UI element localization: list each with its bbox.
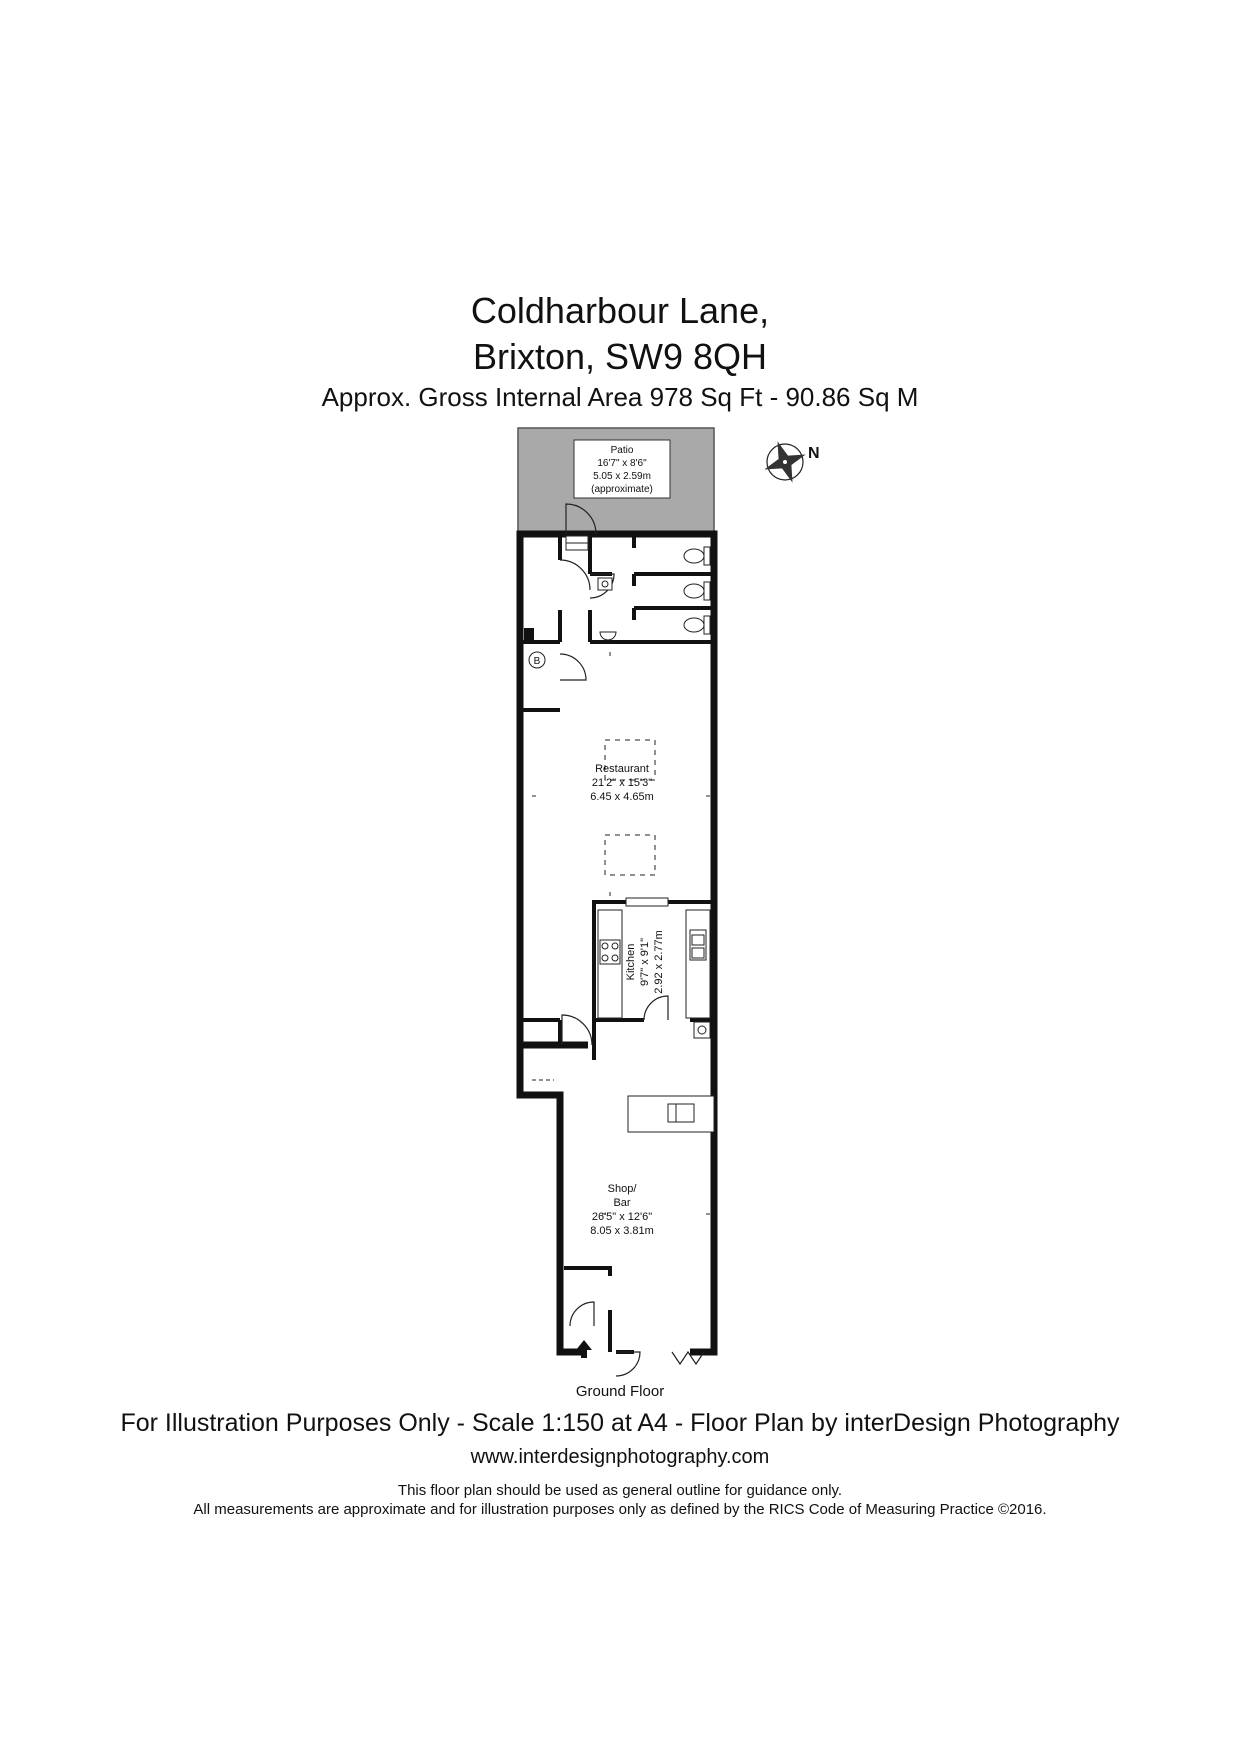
toilet-icon bbox=[684, 549, 704, 563]
footer-disclaimer-1: This floor plan should be used as general outline for guidance only. bbox=[397, 1482, 843, 1499]
toilet-cistern-icon bbox=[704, 547, 710, 565]
steps-icon bbox=[566, 536, 588, 550]
patio-note: (approximate) bbox=[591, 484, 653, 495]
shop-name-line2: Bar bbox=[613, 1197, 631, 1209]
patio-imperial: 16'7" x 8'6" bbox=[597, 458, 647, 469]
kitchen-window bbox=[626, 898, 668, 906]
basin-icon bbox=[600, 632, 616, 640]
patio-metric: 5.05 x 2.59m bbox=[593, 471, 651, 482]
address-line-1: Coldharbour Lane, bbox=[470, 290, 770, 331]
compass-north-label: N bbox=[808, 445, 820, 462]
boiler-icon bbox=[529, 652, 545, 668]
restaurant-imperial: 21'2" x 15'3" bbox=[591, 777, 653, 789]
kitchen-name: Kitchen bbox=[625, 943, 637, 981]
shop-imperial: 26'5" x 12'6" bbox=[591, 1211, 653, 1223]
compass-icon bbox=[757, 434, 813, 490]
toilet-icon bbox=[684, 618, 704, 632]
shop-metric: 8.05 x 3.81m bbox=[590, 1225, 654, 1237]
wc-fixtures bbox=[598, 547, 710, 640]
floor-label: Ground Floor bbox=[575, 1383, 665, 1400]
patio-name: Patio bbox=[610, 445, 634, 456]
skylights bbox=[605, 740, 655, 875]
footer-website: www.interdesignphotography.com bbox=[470, 1446, 770, 1468]
chimney-breast bbox=[524, 628, 534, 640]
patio bbox=[518, 428, 714, 534]
address-line-2: Brixton, SW9 8QH bbox=[472, 336, 768, 377]
footer-disclaimer-2: All measurements are approximate and for illustration purposes only as defined by the RICS Code of Measuring Practice ©2016. bbox=[193, 1501, 1047, 1518]
restaurant-metric: 6.45 x 4.65m bbox=[590, 791, 654, 803]
kitchen-metric: 2.92 x 2.77m bbox=[653, 930, 665, 994]
toilet-icon bbox=[684, 584, 704, 598]
boiler-symbol: B bbox=[533, 656, 541, 667]
restaurant-name: Restaurant bbox=[595, 763, 649, 775]
kitchen-imperial: 9'7" x 9'1" bbox=[639, 937, 651, 987]
bar-counter bbox=[628, 1022, 714, 1132]
gross-internal-area: Approx. Gross Internal Area 978 Sq Ft - 90.86 Sq M bbox=[321, 382, 919, 412]
footer-scale-note: For Illustration Purposes Only - Scale 1:150 at A4 - Floor Plan by interDesign Photography bbox=[120, 1409, 1120, 1437]
bar-sink-icon bbox=[668, 1104, 694, 1122]
shop-name-line1: Shop/ bbox=[607, 1183, 637, 1195]
